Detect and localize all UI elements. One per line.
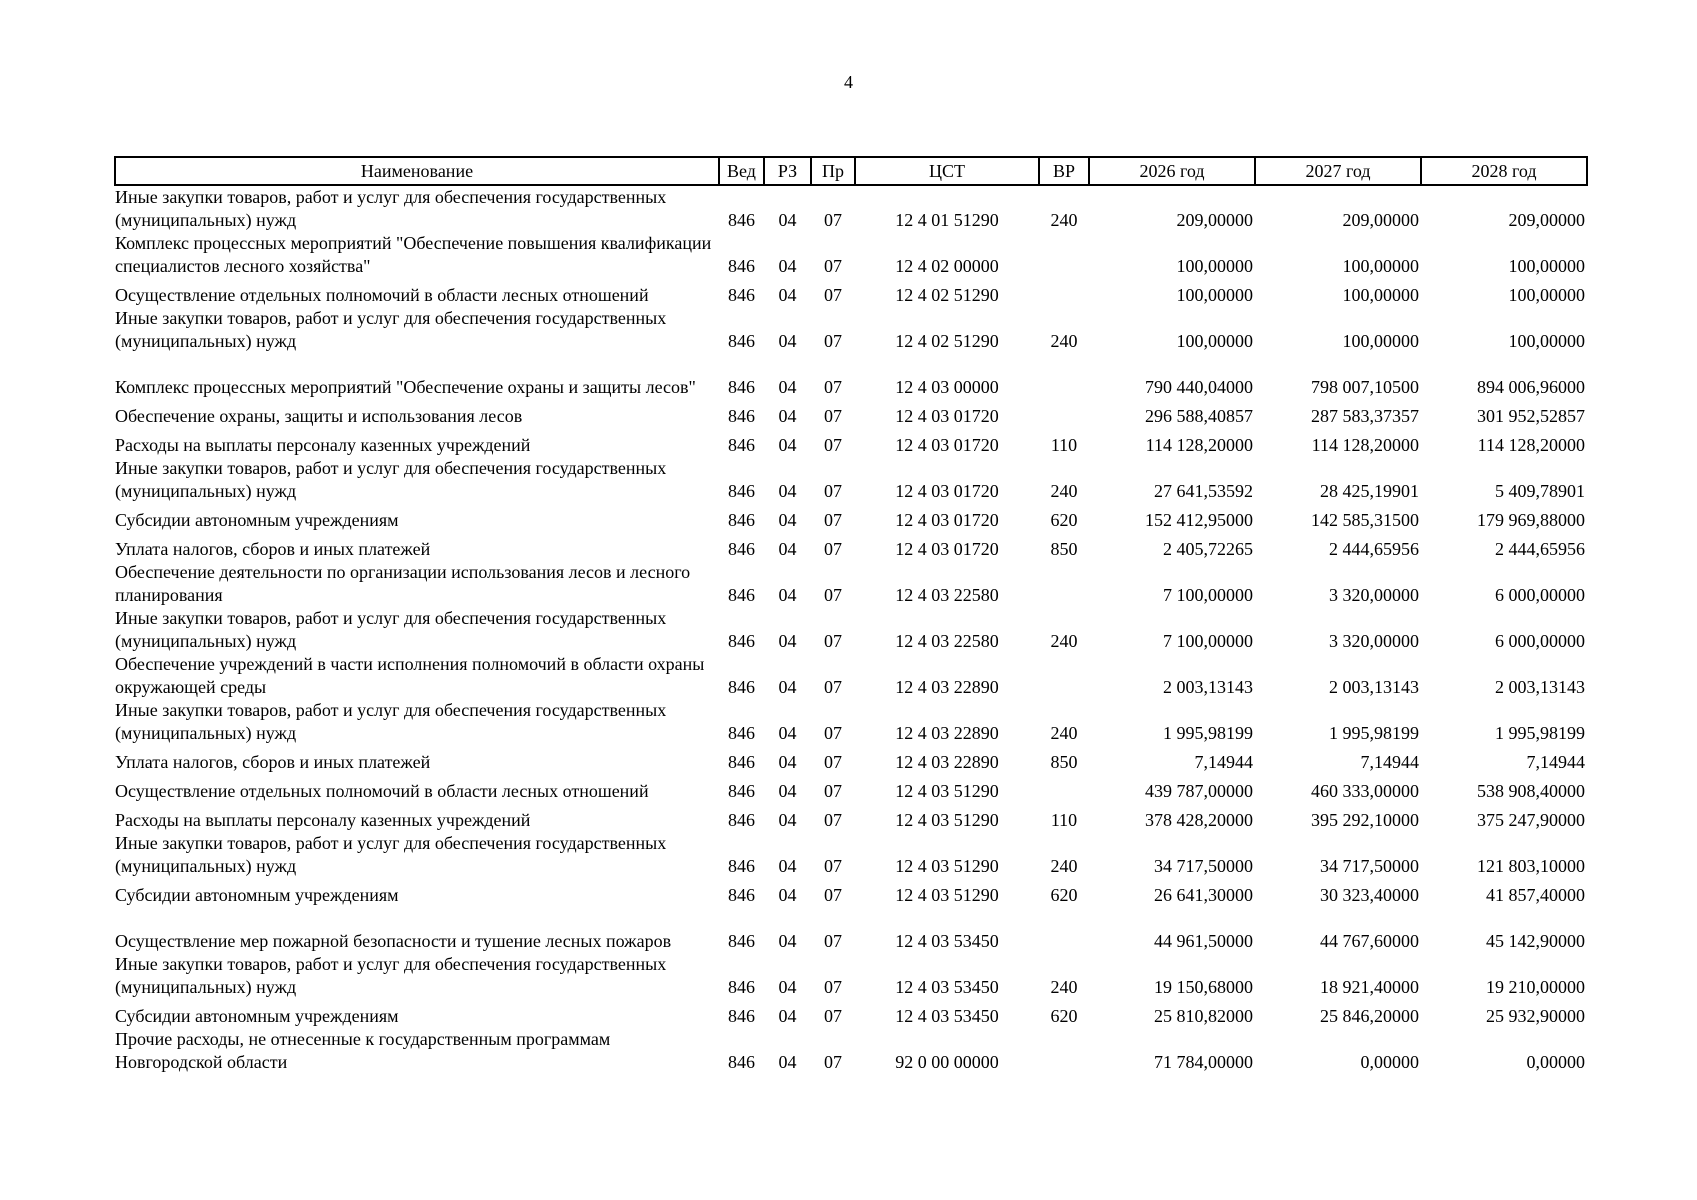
cell-vr: 240 bbox=[1050, 723, 1078, 743]
cell-pr: 07 bbox=[824, 1052, 842, 1072]
cell-2026: 34 717,50000 bbox=[1154, 856, 1253, 876]
cell-vr: 240 bbox=[1050, 977, 1078, 997]
cell-ved: 846 bbox=[728, 631, 755, 651]
cell-2028: 2 003,13143 bbox=[1495, 677, 1585, 697]
cell-2026: 7,14944 bbox=[1194, 752, 1253, 772]
cell-vr: 620 bbox=[1050, 510, 1078, 530]
table-row bbox=[115, 607, 1587, 653]
cell-name: Субсидии автономным учреждениям bbox=[115, 885, 399, 905]
cell-pr: 07 bbox=[824, 631, 842, 651]
cell-2026: 378 428,20000 bbox=[1145, 810, 1253, 830]
cell-vr: 110 bbox=[1050, 810, 1078, 830]
cell-rz: 04 bbox=[778, 406, 797, 426]
cell-pr: 07 bbox=[824, 810, 842, 830]
cell-2026: 100,00000 bbox=[1176, 285, 1253, 305]
header-rz: РЗ bbox=[764, 157, 811, 185]
cell-2026: 296 588,40857 bbox=[1145, 406, 1253, 426]
cell-rz: 04 bbox=[778, 856, 797, 876]
cell-2026: 44 961,50000 bbox=[1154, 931, 1253, 951]
cell-2028: 7,14944 bbox=[1526, 752, 1585, 772]
header-vr: ВР bbox=[1039, 157, 1089, 185]
cell-vr bbox=[1039, 232, 1089, 278]
cell-2027: 209,00000 bbox=[1342, 210, 1419, 230]
cell-cst: 12 4 02 51290 bbox=[895, 331, 999, 351]
cell-pr: 07 bbox=[824, 539, 842, 559]
cell-2028: 100,00000 bbox=[1508, 331, 1585, 351]
cell-ved: 846 bbox=[728, 781, 755, 801]
cell-ved: 846 bbox=[728, 539, 755, 559]
cell-rz: 04 bbox=[778, 781, 797, 801]
cell-ved: 846 bbox=[728, 931, 755, 951]
cell-2026: 2 405,72265 bbox=[1163, 539, 1253, 559]
cell-2027: 114 128,20000 bbox=[1311, 435, 1419, 455]
cell-2027: 2 444,65956 bbox=[1329, 539, 1419, 559]
cell-cst: 12 4 03 51290 bbox=[895, 885, 999, 905]
cell-ved: 846 bbox=[728, 856, 755, 876]
cell-2026: 152 412,95000 bbox=[1145, 510, 1253, 530]
cell-2027: 3 320,00000 bbox=[1329, 631, 1419, 651]
cell-vr bbox=[1039, 561, 1089, 607]
cell-2028: 100,00000 bbox=[1508, 285, 1585, 305]
cell-pr: 07 bbox=[824, 256, 842, 276]
table-row bbox=[115, 745, 1587, 774]
cell-2027: 34 717,50000 bbox=[1320, 856, 1419, 876]
cell-2027: 18 921,40000 bbox=[1320, 977, 1419, 997]
cell-name: Иные закупки товаров, работ и услуг для обеспечения государственных (муниципальных) нужд bbox=[115, 608, 667, 651]
cell-vr bbox=[1039, 774, 1089, 803]
table-row bbox=[115, 278, 1587, 307]
cell-pr: 07 bbox=[824, 781, 842, 801]
cell-2027: 395 292,10000 bbox=[1311, 810, 1419, 830]
cell-cst: 12 4 03 22890 bbox=[895, 752, 999, 772]
cell-rz: 04 bbox=[778, 810, 797, 830]
cell-name: Субсидии автономным учреждениям bbox=[115, 1006, 399, 1026]
cell-2028: 1 995,98199 bbox=[1495, 723, 1585, 743]
cell-name: Иные закупки товаров, работ и услуг для обеспечения государственных (муниципальных) нужд bbox=[115, 700, 667, 743]
cell-cst: 12 4 03 22890 bbox=[895, 677, 999, 697]
header-2028: 2028 год bbox=[1421, 157, 1587, 185]
cell-ved: 846 bbox=[728, 1052, 755, 1072]
cell-pr: 07 bbox=[824, 510, 842, 530]
table-row bbox=[115, 774, 1587, 803]
cell-2027: 44 767,60000 bbox=[1320, 931, 1419, 951]
cell-2028: 0,00000 bbox=[1526, 1052, 1585, 1072]
cell-cst: 12 4 03 22580 bbox=[895, 631, 999, 651]
cell-cst: 12 4 03 51290 bbox=[895, 856, 999, 876]
cell-2027: 30 323,40000 bbox=[1320, 885, 1419, 905]
header-name: Наименование bbox=[115, 157, 719, 185]
table-row bbox=[115, 832, 1587, 878]
cell-ved: 846 bbox=[728, 331, 755, 351]
cell-pr: 07 bbox=[824, 481, 842, 501]
cell-vr: 850 bbox=[1050, 752, 1078, 772]
cell-name: Расходы на выплаты персоналу казенных учреждений bbox=[115, 435, 531, 455]
cell-2028: 6 000,00000 bbox=[1495, 585, 1585, 605]
cell-2027: 2 003,13143 bbox=[1329, 677, 1419, 697]
cell-2026: 7 100,00000 bbox=[1163, 585, 1253, 605]
table-row bbox=[115, 232, 1587, 278]
cell-rz: 04 bbox=[778, 481, 797, 501]
cell-rz: 04 bbox=[778, 931, 797, 951]
cell-ved: 846 bbox=[728, 585, 755, 605]
cell-cst: 12 4 03 01720 bbox=[895, 481, 999, 501]
cell-2028: 114 128,20000 bbox=[1477, 435, 1585, 455]
header-ved: Вед bbox=[719, 157, 764, 185]
cell-pr: 07 bbox=[824, 752, 842, 772]
cell-vr bbox=[1039, 1028, 1089, 1074]
cell-ved: 846 bbox=[728, 1006, 755, 1026]
cell-cst: 12 4 03 00000 bbox=[895, 377, 999, 397]
cell-2027: 25 846,20000 bbox=[1320, 1006, 1419, 1026]
cell-name: Иные закупки товаров, работ и услуг для обеспечения государственных (муниципальных) нужд bbox=[115, 954, 667, 997]
table-row bbox=[115, 503, 1587, 532]
cell-name: Уплата налогов, сборов и иных платежей bbox=[115, 752, 431, 772]
cell-name: Уплата налогов, сборов и иных платежей bbox=[115, 539, 431, 559]
table-row bbox=[115, 428, 1587, 457]
cell-ved: 846 bbox=[728, 406, 755, 426]
cell-rz: 04 bbox=[778, 723, 797, 743]
cell-2027: 0,00000 bbox=[1360, 1052, 1419, 1072]
cell-pr: 07 bbox=[824, 331, 842, 351]
table-row bbox=[115, 878, 1587, 907]
cell-2028: 19 210,00000 bbox=[1486, 977, 1585, 997]
cell-name: Прочие расходы, не отнесенные к государственным программам Новгородской области bbox=[115, 1029, 611, 1072]
cell-2027: 100,00000 bbox=[1342, 285, 1419, 305]
cell-vr: 620 bbox=[1050, 1006, 1078, 1026]
cell-2026: 439 787,00000 bbox=[1145, 781, 1253, 801]
cell-pr: 07 bbox=[824, 285, 842, 305]
cell-pr: 07 bbox=[824, 977, 842, 997]
cell-name: Обеспечение охраны, защиты и использования лесов bbox=[115, 406, 523, 426]
cell-vr: 240 bbox=[1050, 481, 1078, 501]
cell-2027: 798 007,10500 bbox=[1311, 377, 1419, 397]
cell-cst: 12 4 03 01720 bbox=[895, 406, 999, 426]
table-header-row bbox=[115, 157, 1587, 185]
cell-cst: 12 4 03 22890 bbox=[895, 723, 999, 743]
cell-name: Осуществление отдельных полномочий в области лесных отношений bbox=[115, 285, 649, 305]
cell-vr bbox=[1039, 653, 1089, 699]
cell-rz: 04 bbox=[778, 539, 797, 559]
cell-2028: 100,00000 bbox=[1508, 256, 1585, 276]
cell-rz: 04 bbox=[778, 210, 797, 230]
cell-pr: 07 bbox=[824, 723, 842, 743]
cell-vr: 240 bbox=[1050, 331, 1078, 351]
cell-2027: 1 995,98199 bbox=[1329, 723, 1419, 743]
cell-cst: 12 4 03 22580 bbox=[895, 585, 999, 605]
table-body bbox=[115, 185, 1587, 1074]
header-cst: ЦСТ bbox=[855, 157, 1039, 185]
cell-pr: 07 bbox=[824, 377, 842, 397]
table-row bbox=[115, 699, 1587, 745]
budget-table bbox=[114, 156, 1588, 1074]
table-row bbox=[115, 561, 1587, 607]
cell-rz: 04 bbox=[778, 377, 797, 397]
cell-rz: 04 bbox=[778, 285, 797, 305]
cell-ved: 846 bbox=[728, 285, 755, 305]
cell-ved: 846 bbox=[728, 256, 755, 276]
cell-pr: 07 bbox=[824, 885, 842, 905]
page-number: 4 bbox=[844, 72, 853, 92]
cell-pr: 07 bbox=[824, 585, 842, 605]
cell-2027: 7,14944 bbox=[1360, 752, 1419, 772]
cell-rz: 04 bbox=[778, 752, 797, 772]
cell-2028: 894 006,96000 bbox=[1477, 377, 1585, 397]
cell-2026: 100,00000 bbox=[1176, 256, 1253, 276]
cell-vr: 850 bbox=[1050, 539, 1078, 559]
cell-name: Обеспечение учреждений в части исполнения полномочий в области охраны окружающей среды bbox=[115, 654, 705, 697]
cell-pr: 07 bbox=[824, 1006, 842, 1026]
cell-rz: 04 bbox=[778, 435, 797, 455]
cell-cst: 12 4 03 53450 bbox=[895, 1006, 999, 1026]
cell-name: Осуществление отдельных полномочий в области лесных отношений bbox=[115, 781, 649, 801]
cell-2027: 3 320,00000 bbox=[1329, 585, 1419, 605]
table-row bbox=[115, 1028, 1587, 1074]
table-row bbox=[115, 399, 1587, 428]
cell-pr: 07 bbox=[824, 210, 842, 230]
cell-pr: 07 bbox=[824, 406, 842, 426]
cell-2028: 2 444,65956 bbox=[1495, 539, 1585, 559]
cell-2027: 142 585,31500 bbox=[1311, 510, 1419, 530]
cell-ved: 846 bbox=[728, 210, 755, 230]
table-row bbox=[115, 353, 1587, 399]
cell-2027: 100,00000 bbox=[1342, 331, 1419, 351]
cell-2028: 5 409,78901 bbox=[1495, 481, 1585, 501]
cell-ved: 846 bbox=[728, 885, 755, 905]
table-row bbox=[115, 185, 1587, 232]
cell-vr bbox=[1039, 353, 1089, 399]
cell-rz: 04 bbox=[778, 977, 797, 997]
cell-rz: 04 bbox=[778, 331, 797, 351]
cell-cst: 12 4 03 01720 bbox=[895, 435, 999, 455]
table-row bbox=[115, 457, 1587, 503]
cell-name: Расходы на выплаты персоналу казенных учреждений bbox=[115, 810, 531, 830]
cell-vr: 110 bbox=[1050, 435, 1078, 455]
cell-2028: 209,00000 bbox=[1508, 210, 1585, 230]
cell-2026: 25 810,82000 bbox=[1154, 1006, 1253, 1026]
cell-ved: 846 bbox=[728, 435, 755, 455]
cell-2028: 41 857,40000 bbox=[1486, 885, 1585, 905]
cell-2028: 6 000,00000 bbox=[1495, 631, 1585, 651]
cell-rz: 04 bbox=[778, 1052, 797, 1072]
cell-rz: 04 bbox=[778, 256, 797, 276]
cell-rz: 04 bbox=[778, 885, 797, 905]
cell-2026: 7 100,00000 bbox=[1163, 631, 1253, 651]
cell-cst: 12 4 03 53450 bbox=[895, 931, 999, 951]
table-row bbox=[115, 653, 1587, 699]
cell-cst: 12 4 01 51290 bbox=[895, 210, 999, 230]
cell-vr: 240 bbox=[1050, 631, 1078, 651]
cell-2026: 27 641,53592 bbox=[1154, 481, 1253, 501]
cell-2028: 25 932,90000 bbox=[1486, 1006, 1585, 1026]
cell-2026: 100,00000 bbox=[1176, 331, 1253, 351]
cell-cst: 12 4 03 51290 bbox=[895, 810, 999, 830]
cell-name: Субсидии автономным учреждениям bbox=[115, 510, 399, 530]
table-row bbox=[115, 532, 1587, 561]
cell-2026: 209,00000 bbox=[1176, 210, 1253, 230]
table-row bbox=[115, 907, 1587, 953]
cell-name: Иные закупки товаров, работ и услуг для обеспечения государственных (муниципальных) нужд bbox=[115, 458, 667, 501]
cell-name: Комплекс процессных мероприятий "Обеспечение повышения квалификации специалистов лесного хозяйства" bbox=[115, 233, 712, 276]
cell-ved: 846 bbox=[728, 752, 755, 772]
cell-cst: 12 4 02 51290 bbox=[895, 285, 999, 305]
cell-ved: 846 bbox=[728, 810, 755, 830]
cell-rz: 04 bbox=[778, 631, 797, 651]
header-2027: 2027 год bbox=[1255, 157, 1421, 185]
cell-2028: 121 803,10000 bbox=[1477, 856, 1585, 876]
cell-name: Иные закупки товаров, работ и услуг для обеспечения государственных (муниципальных) нужд bbox=[115, 308, 667, 351]
cell-vr bbox=[1039, 907, 1089, 953]
cell-ved: 846 bbox=[728, 510, 755, 530]
cell-pr: 07 bbox=[824, 435, 842, 455]
cell-cst: 12 4 02 00000 bbox=[895, 256, 999, 276]
cell-2028: 301 952,52857 bbox=[1477, 406, 1585, 426]
cell-2026: 2 003,13143 bbox=[1163, 677, 1253, 697]
cell-2027: 28 425,19901 bbox=[1320, 481, 1419, 501]
cell-pr: 07 bbox=[824, 931, 842, 951]
cell-ved: 846 bbox=[728, 481, 755, 501]
cell-2026: 114 128,20000 bbox=[1145, 435, 1253, 455]
cell-name: Комплекс процессных мероприятий "Обеспечение охраны и защиты лесов" bbox=[115, 377, 696, 397]
table-row bbox=[115, 803, 1587, 832]
cell-2026: 26 641,30000 bbox=[1154, 885, 1253, 905]
table-row bbox=[115, 999, 1587, 1028]
cell-name: Иные закупки товаров, работ и услуг для обеспечения государственных (муниципальных) нужд bbox=[115, 187, 667, 230]
cell-cst: 12 4 03 53450 bbox=[895, 977, 999, 997]
cell-rz: 04 bbox=[778, 585, 797, 605]
cell-ved: 846 bbox=[728, 377, 755, 397]
cell-ved: 846 bbox=[728, 977, 755, 997]
cell-2028: 45 142,90000 bbox=[1486, 931, 1585, 951]
cell-vr bbox=[1039, 278, 1089, 307]
header-pr: Пр bbox=[811, 157, 855, 185]
table-row bbox=[115, 307, 1587, 353]
cell-2028: 179 969,88000 bbox=[1477, 510, 1585, 530]
cell-cst: 12 4 03 01720 bbox=[895, 539, 999, 559]
cell-2027: 100,00000 bbox=[1342, 256, 1419, 276]
cell-name: Осуществление мер пожарной безопасности и тушение лесных пожаров bbox=[115, 931, 672, 951]
cell-2027: 287 583,37357 bbox=[1311, 406, 1419, 426]
cell-2028: 375 247,90000 bbox=[1477, 810, 1585, 830]
cell-name: Обеспечение деятельности по организации использования лесов и лесного планирования bbox=[115, 562, 691, 605]
cell-ved: 846 bbox=[728, 677, 755, 697]
cell-name: Иные закупки товаров, работ и услуг для обеспечения государственных (муниципальных) нужд bbox=[115, 833, 667, 876]
header-2026: 2026 год bbox=[1089, 157, 1255, 185]
cell-2027: 460 333,00000 bbox=[1311, 781, 1419, 801]
cell-2026: 19 150,68000 bbox=[1154, 977, 1253, 997]
cell-rz: 04 bbox=[778, 677, 797, 697]
cell-pr: 07 bbox=[824, 677, 842, 697]
cell-vr: 240 bbox=[1050, 856, 1078, 876]
cell-2026: 1 995,98199 bbox=[1163, 723, 1253, 743]
cell-2026: 790 440,04000 bbox=[1145, 377, 1253, 397]
cell-cst: 92 0 00 00000 bbox=[895, 1052, 999, 1072]
cell-cst: 12 4 03 01720 bbox=[895, 510, 999, 530]
table-row bbox=[115, 953, 1587, 999]
cell-ved: 846 bbox=[728, 723, 755, 743]
cell-vr bbox=[1039, 399, 1089, 428]
cell-2028: 538 908,40000 bbox=[1477, 781, 1585, 801]
cell-cst: 12 4 03 51290 bbox=[895, 781, 999, 801]
cell-2026: 71 784,00000 bbox=[1154, 1052, 1253, 1072]
cell-rz: 04 bbox=[778, 1006, 797, 1026]
cell-rz: 04 bbox=[778, 510, 797, 530]
cell-pr: 07 bbox=[824, 856, 842, 876]
cell-vr: 240 bbox=[1050, 210, 1078, 230]
cell-vr: 620 bbox=[1050, 885, 1078, 905]
